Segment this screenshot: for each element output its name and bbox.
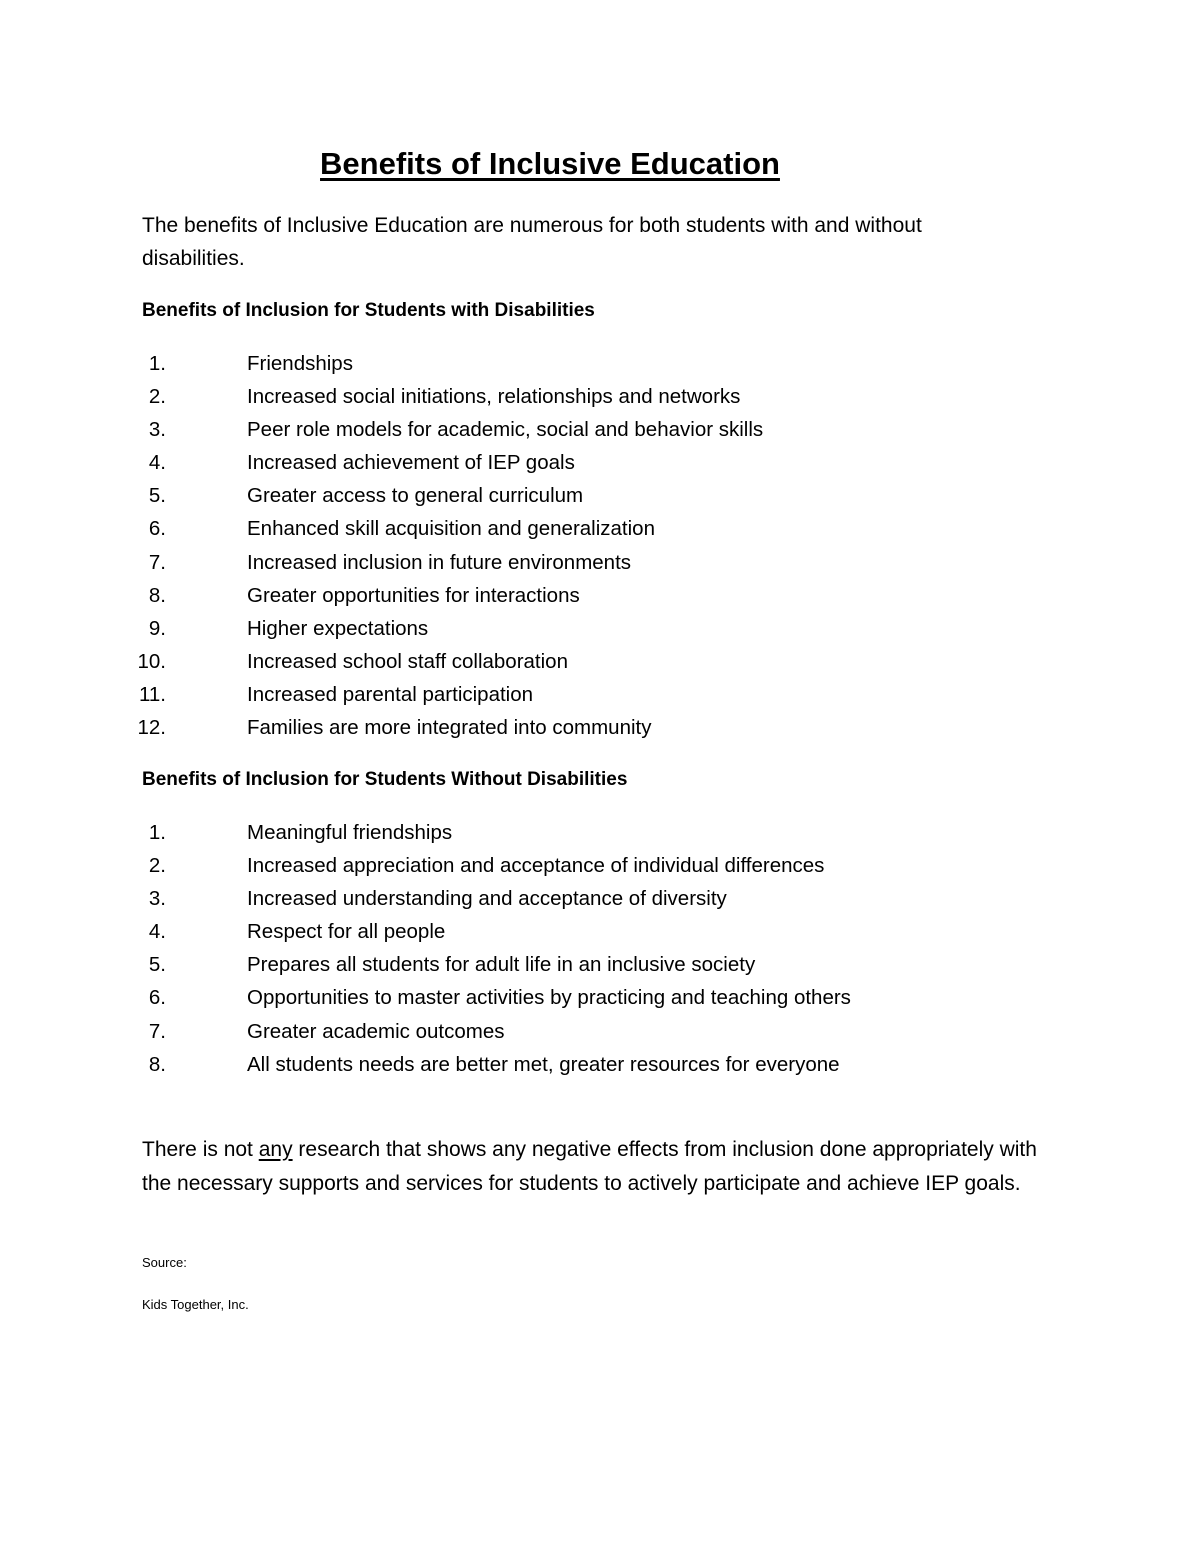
- list-item: [142, 479, 1042, 512]
- list-item: [142, 612, 1042, 645]
- emphasized-word: any: [258, 1138, 293, 1161]
- source-name: Kids Together, Inc.: [142, 1297, 249, 1312]
- list-item-number: 7.: [148, 1019, 166, 1043]
- list-item-text: Increased appreciation and acceptance of individual differences: [247, 854, 825, 878]
- list-item-text: Increased school staff collaboration: [247, 649, 568, 673]
- list-item-text: Opportunities to master activities by practicing and teaching others: [247, 986, 851, 1010]
- list-item: [142, 981, 1042, 1014]
- list-item-text: Greater academic outcomes: [247, 1019, 505, 1043]
- list-item: [142, 915, 1042, 948]
- list-item-number: 10.: [137, 649, 166, 673]
- list-item-number: 3.: [148, 887, 166, 911]
- list-item: [142, 849, 1042, 882]
- intro-paragraph: The benefits of Inclusive Education are numerous for both students with and without disabilities.: [142, 214, 922, 270]
- list-item: [142, 1015, 1042, 1048]
- list-item-number: 12.: [137, 716, 166, 740]
- list-item: [142, 413, 1042, 446]
- list-item-number: 11.: [139, 682, 166, 706]
- list-item-text: Increased achievement of IEP goals: [247, 451, 575, 475]
- list-item-text: Prepares all students for adult life in an inclusive society: [247, 953, 756, 977]
- list-item: [142, 882, 1042, 915]
- list-item-text: Meaningful friendships: [247, 821, 453, 844]
- list-item-number: 5.: [148, 484, 166, 508]
- section-heading-with-disabilities: Benefits of Inclusion for Students with Disabilities: [142, 300, 595, 321]
- list-item-text: Greater opportunities for interactions: [247, 583, 580, 607]
- list-item-number: 4.: [148, 920, 166, 944]
- list-item-number: 1.: [148, 352, 166, 375]
- page-title: Benefits of Inclusive Education: [320, 146, 780, 181]
- list-item: [142, 380, 1042, 413]
- list-item-number: 3.: [148, 418, 166, 442]
- list-item-number: 2.: [148, 385, 166, 409]
- list-item: [142, 512, 1042, 545]
- list-item-number: 9.: [148, 616, 166, 640]
- list-item-number: 1.: [148, 821, 166, 844]
- list-item-text: All students needs are better met, greater resources for everyone: [247, 1052, 840, 1076]
- list-item: [142, 347, 1042, 380]
- list-item: [142, 546, 1042, 579]
- list-item-text: Increased parental participation: [247, 682, 534, 706]
- list-item-text: Peer role models for academic, social and behavior skills: [247, 418, 764, 442]
- list-item-text: Greater access to general curriculum: [247, 484, 584, 508]
- list-item-number: 8.: [148, 583, 166, 607]
- list-item: [137, 645, 1042, 678]
- list-item-text: Increased inclusion in future environments: [247, 550, 632, 574]
- list-item-text: Friendships: [247, 352, 353, 375]
- list-item-text: Increased social initiations, relationships and networks: [247, 385, 741, 409]
- list-item-number: 8.: [148, 1052, 166, 1076]
- section-heading-without-disabilities: Benefits of Inclusion for Students Without Disabilities: [142, 769, 628, 790]
- list-item-number: 4.: [148, 451, 166, 475]
- list-item-text: Higher expectations: [247, 616, 429, 640]
- list-item: [139, 678, 1042, 711]
- list-item-number: 7.: [148, 550, 166, 574]
- source-label: Source:: [142, 1255, 187, 1270]
- list-item-number: 2.: [148, 854, 166, 878]
- closing-text-end: research that shows any negative effects from inclusion done appropriately with the necessary supports and services for students to actively participate and achieve IEP goals.: [142, 1138, 1037, 1195]
- list-item-number: 5.: [148, 953, 166, 977]
- benefits-list-with-disabilities: [137, 347, 1042, 744]
- list-item: [142, 816, 1042, 849]
- list-item-text: Respect for all people: [247, 920, 446, 944]
- list-item-number: 6.: [148, 986, 166, 1010]
- list-item-text: Families are more integrated into community: [247, 716, 652, 740]
- list-item-text: Increased understanding and acceptance of diversity: [247, 887, 727, 911]
- closing-paragraph: [142, 1133, 1042, 1200]
- list-item-number: 6.: [148, 517, 166, 541]
- closing-text-start: There is not: [142, 1138, 259, 1161]
- list-item: [137, 711, 1042, 744]
- list-item: [142, 579, 1042, 612]
- benefits-list-without-disabilities: [142, 816, 1042, 1081]
- list-item-text: Enhanced skill acquisition and generalization: [247, 517, 655, 541]
- list-item: [142, 446, 1042, 479]
- list-item: [142, 1048, 1042, 1081]
- list-item: [142, 948, 1042, 981]
